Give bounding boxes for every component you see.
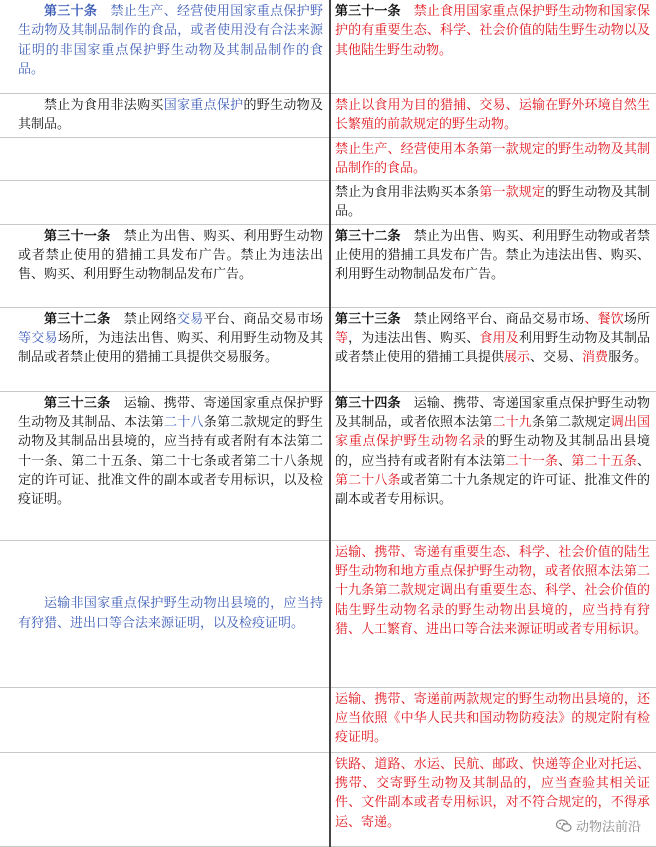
table-row (0, 540, 656, 687)
text-run: 禁止食用国家重点保护野生动物和国家保护的有重要生态、科学、社会价值的陆生野生动物以及其他陆生野生动物。 (335, 4, 650, 58)
text-run: 等交易 (18, 330, 58, 346)
text-run: 利用野生动物及其制品或者禁止使用的猎捕工具提供 (335, 330, 650, 366)
new-article-cell (330, 540, 656, 687)
text-run: 二十九 (492, 414, 532, 430)
text-run: 、 (558, 453, 572, 469)
article-number: 第三十一条 (44, 228, 111, 244)
old-article-cell (0, 181, 330, 225)
old-article-cell (0, 93, 330, 137)
text-run: 禁止网络平台、商品交易市场 (400, 311, 585, 327)
text-run: 或者第二十九条规定的许可证、批准文件的副本或者专用标识。 (335, 472, 650, 508)
new-article-cell (330, 687, 656, 752)
text-run: 运输、携带、寄递国家重点保护野生动物及其制品、本法第 (18, 395, 323, 430)
text-run: 二十八 (163, 414, 204, 430)
old-article-cell (0, 752, 330, 846)
text-run: 、交易、 (530, 350, 583, 366)
text-run: 禁止为食用非法购买 (44, 97, 164, 113)
new-article-cell (330, 0, 656, 93)
old-article-cell (0, 540, 330, 687)
text-run: 铁路、道路、水运、民航、邮政、快递等企业对托运、携带、交寄野生动物及其制品的，应当查验其相关证件、文件副本或者专用标识，对不符合规定的，不得承运、寄递。 (335, 756, 650, 830)
table-row (0, 181, 656, 225)
article-number: 第三十条 (44, 4, 98, 19)
text-run: 、 (636, 453, 650, 469)
text-run: 运输、携带、寄递国家重点保护野生动物及其制品，或者依照本法第 (335, 395, 650, 430)
text-run: 等 (335, 330, 349, 346)
text-run: 食用及 (479, 330, 519, 346)
new-article-cell (330, 181, 656, 225)
new-article-cell (330, 137, 656, 181)
article-number: 第三十一条 (335, 4, 401, 19)
text-run: 运输、携带、寄递有重要生态、科学、社会价值的陆生野生动物和地方重点保护野生动物，或者依照本法第二十九条第二款规定调出有重要生态、科学、社会价值的陆生野生动物名录的野生动物出县境的，应当持有狩猎、人工繁育、进出口等合法来源证明或者专用标识。 (335, 544, 650, 637)
text-run: 场所 (623, 311, 650, 327)
text-run: 服务。 (608, 350, 648, 366)
text-run: 禁止为食用非法购买本条 (335, 185, 480, 201)
text-run: 、餐饮 (584, 311, 624, 327)
text-run: 第二十八条 (335, 472, 401, 488)
text-run: 国家重点保护 (163, 97, 244, 113)
text-run: 展示 (504, 350, 531, 366)
text-run: 禁止以食用为目的猎捕、交易、运输在野外环境自然生长繁殖的前款规定的野生动物。 (335, 97, 650, 132)
old-article-cell (0, 307, 330, 391)
table-row (0, 224, 656, 307)
text-run: 调出国家重点保护野生动物名录 (335, 414, 650, 450)
table-row (0, 391, 656, 540)
text-run: 禁止网络 (110, 311, 177, 327)
text-run: 条第二款规定的野生动物及其制品出县境的，应当持有或者附有本法第二十一条、第二十五条、第二十七条或者第二十八条规定的许可证、批准文件的副本或者专用标识，以及检疫证明。 (18, 414, 323, 508)
table-row (0, 687, 656, 752)
table-row (0, 93, 656, 137)
new-article-cell (330, 391, 656, 540)
new-article-cell (330, 224, 656, 307)
text-run: ，为违法出售、购买、 (348, 330, 480, 346)
article-number: 第三十二条 (335, 228, 401, 244)
text-run: 禁止为出售、购买、利用野生动物或者禁止使用的猎捕工具发布广告。禁止为违法出售、购买、利用野生动物制品发布广告。 (18, 228, 323, 283)
old-article-cell (0, 137, 330, 181)
watermark (553, 815, 644, 836)
text-run: 禁止生产、经营使用国家重点保护野生动物及其制品制作的食品，或者使用没有合法来源证明的非国家重点保护野生动物及其制品制作的食品。 (18, 4, 323, 77)
text-run: 条第二款规定 (531, 414, 611, 430)
text-run: 交易 (177, 311, 204, 327)
article-number: 第三十三条 (335, 311, 401, 327)
table-row (0, 307, 656, 391)
article-number: 第三十四条 (335, 395, 401, 411)
old-article-cell (0, 0, 330, 93)
old-article-cell (0, 391, 330, 540)
text-run: 第一款规定 (479, 185, 546, 201)
text-run: 平台、商品交易市场 (203, 311, 323, 327)
article-number: 第三十二条 (44, 311, 111, 327)
text-run: 运输非国家重点保护野生动物出县境的，应当持有狩猎、进出口等合法来源证明，以及检疫证明。 (18, 596, 323, 631)
text-run: 第二十五条 (571, 453, 637, 469)
text-run: 场所，为违法出售、购买、利用野生动物及其制品或者禁止使用的猎捕工具提供交易服务。 (18, 330, 323, 366)
text-run: 消费 (582, 350, 609, 366)
text-run: 运输、携带、寄递前两款规定的野生动物出县境的，还应当依照《中华人民共和国动物防疫法》的规定附有检疫证明。 (335, 691, 650, 746)
text-run: 禁止为出售、购买、利用野生动物或者禁止使用的猎捕工具发布广告。禁止为违法出售、购买、利用野生动物制品发布广告。 (335, 228, 650, 283)
text-run: 的野生动物及其制品。 (18, 97, 323, 132)
article-number: 第三十三条 (44, 395, 111, 411)
text-run: 的野生动物及其制品。 (335, 185, 650, 220)
text-run: 禁止生产、经营使用本条第一款规定的野生动物及其制品制作的食品。 (335, 141, 650, 176)
watermark-text: 动物法前沿 (575, 820, 641, 835)
text-run: 的野生动物及其制品出县境的，应当持有或者附有本法第 (335, 434, 650, 469)
new-article-cell (330, 93, 656, 137)
new-article-cell (330, 307, 656, 391)
old-article-cell (0, 224, 330, 307)
table-row (0, 0, 656, 93)
table-row (0, 137, 656, 181)
text-run: 二十一条 (505, 453, 559, 469)
wechat-icon (556, 819, 572, 833)
old-article-cell (0, 687, 330, 752)
